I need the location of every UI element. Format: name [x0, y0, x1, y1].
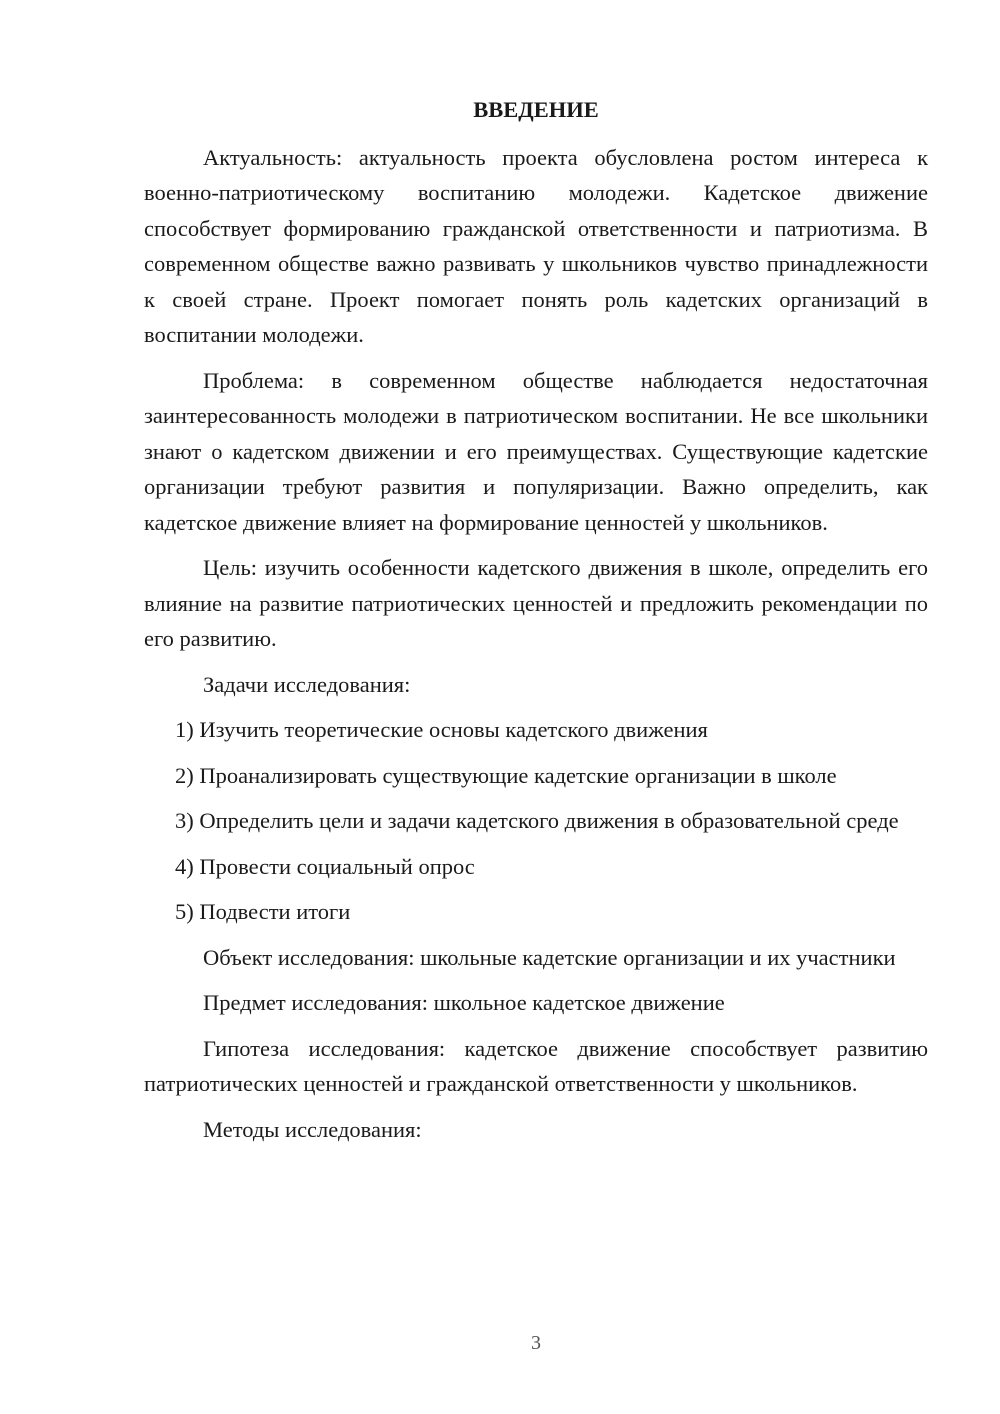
paragraph-problem: Проблема: в современном обществе наблюдается недостаточная заинтересованность молодежи в патриотическом воспитании. Не все школьники знают о кадетском движении и его преимуществах. Существующие кадетские организации требуют развития и популяризации. Важно определить, как кадетское движение влияет на формирование ценностей у школьников.	[144, 367, 928, 535]
section-title: ВВЕДЕНИЕ	[473, 97, 599, 122]
page-content	[144, 92, 928, 1157]
paragraph-goal: Цель: изучить особенности кадетского движения в школе, определить его влияние на развитие патриотических ценностей и предложить рекомендации по его развитию.	[144, 555, 928, 651]
tasks-heading: Задачи исследования:	[203, 671, 411, 697]
task-item-1: 1) Изучить теоретические основы кадетского движения	[175, 717, 708, 742]
methods-heading: Методы исследования:	[203, 1116, 422, 1142]
paragraph-hypothesis: Гипотеза исследования: кадетское движение способствует развитию патриотических ценностей и гражданской ответственности у школьников.	[144, 1035, 928, 1096]
task-item-5: 5) Подвести итоги	[175, 899, 351, 924]
paragraph-subject: Предмет исследования: школьное кадетское движение	[203, 990, 725, 1015]
paragraph-object: Объект исследования: школьные кадетские организации и их участники	[203, 944, 896, 970]
task-item-4: 4) Провести социальный опрос	[175, 853, 475, 879]
task-item-3: 3) Определить цели и задачи кадетского движения в образовательной среде	[175, 808, 899, 833]
page-number: 3	[531, 1332, 541, 1354]
task-item-2: 2) Проанализировать существующие кадетские организации в школе	[175, 762, 837, 788]
paragraph-relevance: Актуальность: актуальность проекта обусловлена ростом интереса к военно-патриотическому воспитанию молодежи. Кадетское движение способствует формированию гражданской ответственности и патриотизма. В современном обществе важно развивать у школьников чувство принадлежности к своей стране. Проект помогает понять роль кадетских организаций в воспитании молодежи.	[144, 144, 928, 347]
